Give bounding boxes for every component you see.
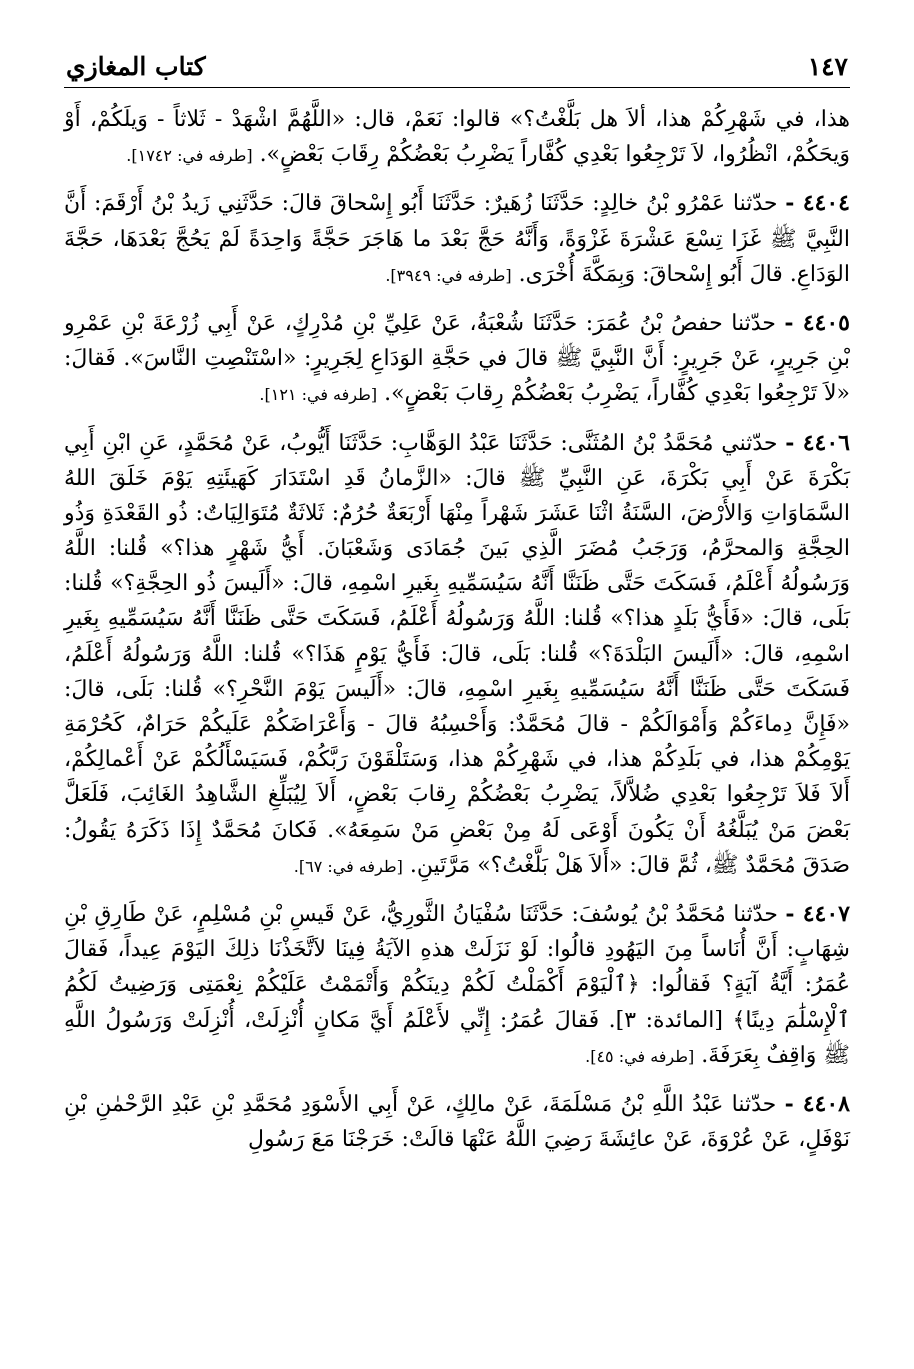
hadith-reference: [طرفه في: ١٢١]. bbox=[259, 385, 378, 405]
hadith-text: حدّثنا عَمْرُو بْنُ خالِدٍ: حَدَّثَنَا زُهَيرٌ: حَدَّثَنَا أَبُو إِسْحاقَ قالَ: حَدَّثَنِي زَيدُ بْنُ أَرْقَمَ: أَنَّ النَّبِيَّ ﷺ غَزَا تِسْعَ عَشْرَةَ غَزْوَةً، وَأَنَّهُ حَجَّ بَعْدَ ما هَاجَرَ حَجَّةً وَاحِدَةً لَمْ يَحُجَّ بَعْدَهَا، حَجَّةَ الوَدَاعِ. قالَ أَبُو إِسْحاقَ: وَبِمَكَّةَ أُخْرَى. bbox=[64, 191, 850, 287]
book-title: كتاب المغازي bbox=[66, 52, 206, 81]
page-number: ١٤٧ bbox=[807, 52, 848, 81]
hadith-number: ٤٤٠٤ - bbox=[785, 190, 850, 217]
page-header bbox=[64, 52, 850, 88]
hadith-reference: [طرفه في: ٤٥]. bbox=[585, 1046, 695, 1066]
hadith-4406 bbox=[64, 426, 850, 883]
hadith-number: ٤٤٠٨ - bbox=[784, 1090, 850, 1117]
hadith-reference: [طرفه في: ١٧٤٢]. bbox=[126, 146, 253, 166]
hadith-reference: [طرفه في: ٣٩٤٩]. bbox=[385, 265, 512, 285]
hadith-paragraph-continuation bbox=[64, 102, 850, 172]
hadith-text: هذا، في شَهْرِكُمْ هذا، ألاَ هل بَلَّغْتُ؟» قالوا: نَعَمْ، قال: «اللَّهُمَّ اشْهَدْ - ثَلاثاً - وَيلَكُمْ، أَوْ وَيحَكُمْ، انْظُرُوا، لاَ تَرْجِعُوا بَعْدِي كُفَّاراً يَضْرِبُ بَعْضُكُمْ رِقَابَ بَعْضٍ». bbox=[64, 107, 850, 168]
hadith-text: حدّثنا حفصُ بْنُ عُمَرَ: حَدَّثَنَا شُعْبَةُ، عَنْ عَلِيِّ بْنِ مُدْرِكٍ، عَنْ أَبِي زُرْعَةَ بْنِ عَمْرِو بْنِ جَرِيرٍ، عَنْ جَرِيرٍ: أَنَّ النَّبِيَّ ﷺ قالَ في حَجَّةِ الوَدَاعِ لِجَرِيرٍ: «اسْتَنْصِتِ النَّاسَ». فَقالَ: «لاَ تَرْجِعُوا بَعْدِي كُفَّاراً، يَضْرِبُ بَعْضُكُمْ رِقابَ بَعْضٍ». bbox=[64, 310, 850, 407]
hadith-content bbox=[64, 102, 850, 1157]
hadith-text: حدّثنا مُحَمَّدُ بْنُ يُوسُفَ: حَدَّثَنَا سُفْيَانُ الثَّورِيُّ، عَنْ قَيسِ بْنِ مُسْلِمٍ، عَنْ طَارِقِ بْنِ شِهَابٍ: أَنَّ أُنَاساً مِنَ اليَهُودِ قالُوا: لَوْ نَزَلَتْ هذهِ الآيَةُ فِينَا لاَتَّخَذْنَا ذلِكَ اليَوْمَ عِيداً، فَقالَ عُمَرُ: أَيَّةُ آيَةٍ؟ فَقالُوا: ﴿ٱلْيَوْمَ أَكْمَلْتُ لَكُمْ دِينَكُمْ وَأَتْمَمْتُ عَلَيْكُمْ نِعْمَتِى وَرَضِيتُ لَكُمُ ٱلْإِسْلَٰمَ دِينًا﴾ [المائدة: ٣]. فَقالَ عُمَرُ: إِنِّي لأَعْلَمُ أَيَّ مَكانٍ أُنْزِلَتْ، أُنْزِلَتْ وَرَسُولُ اللَّهِ ﷺ وَاقِفٌ بِعَرَفَةَ. bbox=[64, 901, 850, 1068]
hadith-4408 bbox=[64, 1087, 850, 1157]
hadith-4404 bbox=[64, 186, 850, 292]
hadith-reference: [طرفه في: ٦٧]. bbox=[293, 856, 403, 876]
hadith-text: حدّثنا عَبْدُ اللَّهِ بْنُ مَسْلَمَةَ، عَنْ مالِكٍ، عَنْ أَبِي الأَسْوَدِ مُحَمَّدِ بْنِ عَبْدِ الرَّحْمٰنِ بْنِ نَوْفَلٍ، عَنْ عُرْوَةَ، عَنْ عائِشَةَ رَضِيَ اللَّهُ عَنْهَا قالَتْ: خَرَجْنَا مَعَ رَسُولِ bbox=[64, 1091, 850, 1153]
hadith-number: ٤٤٠٧ - bbox=[785, 900, 850, 927]
hadith-4405 bbox=[64, 306, 850, 412]
hadith-text: حدّثني مُحَمَّدُ بْنُ المُثَنَّى: حَدَّثَنَا عَبْدُ الوَهَّابِ: حَدَّثَنَا أَيُّوبُ، عَنْ مُحَمَّدٍ، عَنِ ابْنِ أَبِي بَكْرَةَ عَنْ أَبِي بَكْرَةَ، عَنِ النَّبِيِّ ﷺ قالَ: «الزَّمانُ قَدِ اسْتَدَارَ كَهَيئَتِهِ يَوْمَ خَلَقَ اللهُ السَّمَاوَاتِ وَالأَرْضَ، السَّنَةُ اثْنَا عَشَرَ شَهْراً مِنْهَا أَرْبَعَةٌ حُرُمٌ: ثَلاثَةٌ مُتَوَالِيَاتٌ: ذُو القَعْدَةِ وَذُو الحِجَّةِ وَالمحرَّمُ، وَرَجَبُ مُضَرَ الَّذِي بَينَ جُمَادَى وَشَعْبَانَ. أَيُّ شَهْرٍ هذا؟» قُلنا: اللَّهُ وَرَسُولُهُ أَعْلَمُ، فَسَكَتَ حَتَّى ظَنَنَّا أَنَّهُ سَيُسَمِّيهِ بِغَيرِ اسْمِهِ، قالَ: «أَلَيسَ ذُو الحِجَّةِ؟» قُلنا: بَلَى، قالَ: «فَأَيُّ بَلَدٍ هذا؟» قُلنا: اللَّهُ وَرَسُولُهُ أَعْلَمُ، فَسَكَتَ حَتَّى ظَنَنَّا أَنَّهُ سَيُسَمِّيهِ بِغَيرِ اسْمِهِ، قالَ: «أَلَيسَ البَلْدَةَ؟» قُلنا: بَلَى، قالَ: فَأَيُّ يَوْمٍ هَذَا؟» قُلنا: اللَّهُ وَرَسُولُهُ أَعْلَمُ، فَسَكَتَ حَتَّى ظَنَنَّا أَنَّهُ سَيُسَمِّيهِ بِغَيرِ اسْمِهِ، قالَ: «أَلَيسَ يَوْمَ النَّحْرِ؟» قُلنا: بَلَى، قالَ: «فَإِنَّ دِماءَكُمْ وَأَمْوَالَكُمْ - قالَ مُحَمَّدٌ: وَأَحْسِبُهُ قالَ - وَأَعْرَاضَكُمْ عَلَيكُمْ حَرَامٌ، كَحُرْمَةِ يَوْمِكُمْ هذا، في بَلَدِكُمْ هذا، في شَهْرِكُمْ هذا، وَسَتَلْقَوْنَ رَبَّكُمْ، فَسَيَسْأَلُكُمْ عَنْ أَعْمالِكُمْ، أَلاَ فَلاَ تَرْجِعُوا بَعْدِي ضُلاَّلاً، يَضْرِبُ بَعْضُكُمْ رِقابَ بَعْضٍ، أَلاَ لِيُبَلِّغِ الشَّاهِدُ الغَائِبَ، فَلَعَلَّ بَعْضَ مَنْ يُبَلَّغُهُ أَنْ يَكُونَ أَوْعَى لَهُ مِنْ بَعْضِ مَنْ سَمِعَهُ». فَكانَ مُحَمَّدٌ إِذَا ذَكَرَهُ يَقُولُ: صَدَقَ مُحَمَّدٌ ﷺ، ثُمَّ قالَ: «أَلاَ هَلْ بَلَّغْتُ؟» مَرَّتَينِ. bbox=[64, 430, 851, 878]
hadith-number: ٤٤٠٥ - bbox=[784, 309, 850, 336]
hadith-number: ٤٤٠٦ - bbox=[785, 429, 850, 456]
hadith-4407 bbox=[64, 897, 850, 1073]
